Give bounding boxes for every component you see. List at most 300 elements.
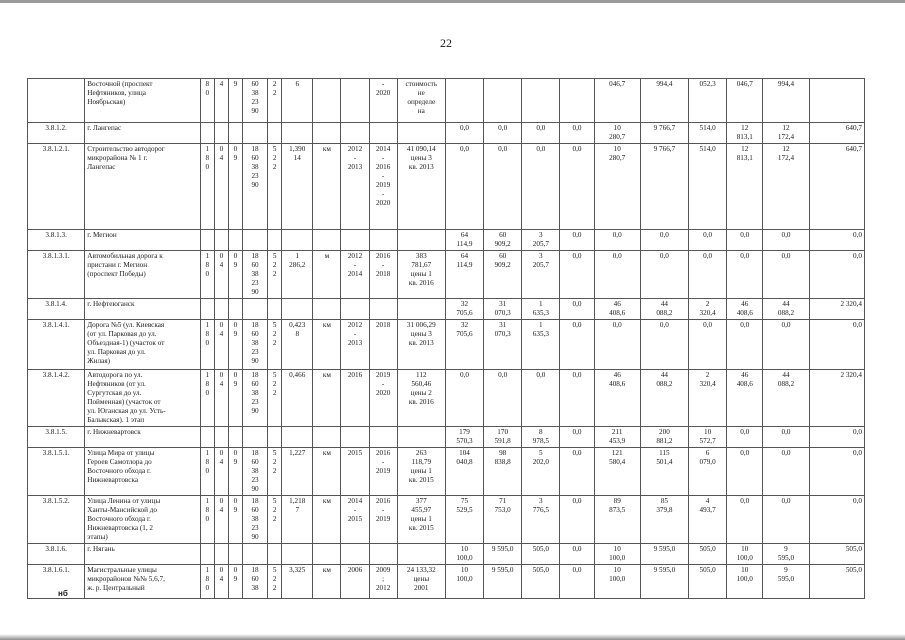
- table-cell: [228, 230, 242, 251]
- table-row: [28, 427, 865, 448]
- table-cell: 44 088,2: [763, 299, 809, 320]
- table-cell: [200, 299, 214, 320]
- table-cell: 0,0: [727, 251, 763, 299]
- table-cell: 0,0: [763, 251, 809, 299]
- table-cell: [397, 544, 445, 565]
- table-cell: 0,0: [560, 230, 594, 251]
- table-cell: [397, 299, 445, 320]
- table-cell: 3.8.1.6.: [28, 544, 85, 565]
- table-cell: [341, 299, 369, 320]
- table-cell: 10 280,7: [594, 144, 640, 230]
- table-cell: [313, 427, 341, 448]
- table-cell: [809, 79, 864, 123]
- table-cell: 0,0: [522, 370, 560, 427]
- table-cell: [243, 299, 268, 320]
- table-cell: м: [313, 251, 341, 299]
- table-cell: 9 766,7: [640, 123, 688, 144]
- table-cell: [369, 427, 397, 448]
- table-cell: 2016 - 2019: [369, 496, 397, 544]
- table-cell: 0 4: [214, 448, 228, 496]
- table-cell: 514,0: [689, 123, 727, 144]
- table-cell: 0,0: [560, 123, 594, 144]
- table-cell: 0,0: [763, 448, 809, 496]
- table-cell: 0,0: [560, 565, 594, 599]
- table-cell: 6: [282, 79, 313, 123]
- table-cell: 0,0: [689, 320, 727, 370]
- table-cell: [200, 123, 214, 144]
- table-cell: 31 006,29 цены 3 кв. 2013: [397, 320, 445, 370]
- table-cell: 1,218 7: [282, 496, 313, 544]
- table-cell: [369, 123, 397, 144]
- table-cell: [313, 544, 341, 565]
- table-cell: [268, 544, 282, 565]
- table-cell: 0,0: [809, 320, 864, 370]
- table-cell: 0 4: [214, 370, 228, 427]
- table-cell: 0,0: [522, 144, 560, 230]
- table-cell: 10 572,7: [689, 427, 727, 448]
- table-cell: [560, 79, 594, 123]
- table-cell: 1 8 0: [200, 144, 214, 230]
- table-cell: [369, 544, 397, 565]
- table-cell: 0,0: [445, 144, 483, 230]
- table-cell: 98 838,8: [484, 448, 522, 496]
- table-cell: 10 100,0: [594, 565, 640, 599]
- table-cell: 10 100,0: [727, 544, 763, 565]
- table-cell: [243, 427, 268, 448]
- table-cell: 5 2 2: [268, 448, 282, 496]
- table-cell: [313, 123, 341, 144]
- table-cell: 0 4: [214, 251, 228, 299]
- table-cell: 0,0: [560, 370, 594, 427]
- table-cell: [282, 230, 313, 251]
- table-cell: 85 379,8: [640, 496, 688, 544]
- table-cell: [200, 230, 214, 251]
- table-cell: 112 560,46 цены 2 кв. 2016: [397, 370, 445, 427]
- table-cell: 0,0: [484, 370, 522, 427]
- table-cell: 0,0: [689, 230, 727, 251]
- table-cell: км: [313, 565, 341, 599]
- table-cell: 0,0: [809, 251, 864, 299]
- table-cell: [243, 544, 268, 565]
- table-cell: 263 118,79 цены 1 кв. 2015: [397, 448, 445, 496]
- table-cell: 2014 - 2016 - 2019 - 2020: [369, 144, 397, 230]
- table-cell: 31 070,3: [484, 320, 522, 370]
- table-cell: 0,0: [809, 448, 864, 496]
- table-cell: 0 9: [228, 370, 242, 427]
- table-cell: 10 100,0: [445, 565, 483, 599]
- table-cell: 2012 - 2013: [341, 144, 369, 230]
- table-cell: 9: [228, 79, 242, 123]
- table-row: [28, 299, 865, 320]
- table-cell: 1,390 14: [282, 144, 313, 230]
- table-cell: 2019 - 2020: [369, 370, 397, 427]
- table-cell: Автомобильная дорога к пристани г. Мегион (проспект Победы): [85, 251, 201, 299]
- table-cell: [341, 123, 369, 144]
- table-cell: - 2020: [369, 79, 397, 123]
- table-cell: 3.8.1.4.2.: [28, 370, 85, 427]
- table-cell: 2014 - 2015: [341, 496, 369, 544]
- table-cell: [228, 123, 242, 144]
- table-cell: [214, 427, 228, 448]
- table-cell: 60 909,2: [484, 230, 522, 251]
- investment-table: [27, 78, 865, 599]
- table-row: [28, 79, 865, 123]
- table-cell: [282, 299, 313, 320]
- table-cell: 0 9: [228, 320, 242, 370]
- table-cell: [28, 79, 85, 123]
- table-cell: 0 9: [228, 144, 242, 230]
- table-cell: 5 2 2: [268, 496, 282, 544]
- table-cell: 3.8.1.2.: [28, 123, 85, 144]
- table-row: [28, 544, 865, 565]
- table-cell: 383 781,67 цены 1 кв. 2016: [397, 251, 445, 299]
- table-cell: 0 9: [228, 565, 242, 599]
- table-cell: 4: [214, 79, 228, 123]
- table-cell: 8 0: [200, 79, 214, 123]
- table-cell: [341, 230, 369, 251]
- table-cell: 0,0: [640, 230, 688, 251]
- table-cell: Магистральные улицы микрорайонов №№ 5,6,7, ж. р. Центральный: [85, 565, 201, 599]
- table-cell: 46 408,6: [727, 370, 763, 427]
- table-cell: 994,4: [763, 79, 809, 123]
- table-cell: км: [313, 320, 341, 370]
- table-cell: 44 088,2: [640, 299, 688, 320]
- table-cell: 3.8.1.6.1.: [28, 565, 85, 599]
- table-cell: 0,0: [484, 144, 522, 230]
- table-cell: [397, 427, 445, 448]
- table-cell: 0,0: [560, 544, 594, 565]
- table-cell: 0,0: [560, 427, 594, 448]
- table-cell: 1 635,3: [522, 320, 560, 370]
- table-cell: 9 595,0: [640, 565, 688, 599]
- table-cell: 1 286,2: [282, 251, 313, 299]
- table-cell: км: [313, 370, 341, 427]
- table-cell: 0 4: [214, 320, 228, 370]
- table-cell: Автодорога по ул. Нефтяников (от ул. Сургутская до ул. Пойменная) (участок от ул. Юганская до ул. Усть- Балыкская). 1 этап: [85, 370, 201, 427]
- table-cell: г. Мегион: [85, 230, 201, 251]
- table-cell: 2006: [341, 565, 369, 599]
- table-cell: Дорога №5 (ул. Киевская (от ул. Парковая до ул. Объездная-1) (участок от ул. Парковая до ул. Жилая): [85, 320, 201, 370]
- table-cell: 18 60 38 23 90: [243, 448, 268, 496]
- table-cell: 5 2 2: [268, 251, 282, 299]
- table-cell: 0,0: [594, 320, 640, 370]
- table-cell: 0,0: [727, 496, 763, 544]
- table-cell: 18 60 38 23 90: [243, 320, 268, 370]
- table-cell: км: [313, 496, 341, 544]
- table-cell: 104 040,8: [445, 448, 483, 496]
- table-cell: 505,0: [689, 565, 727, 599]
- table-cell: 32 705,6: [445, 320, 483, 370]
- table-cell: 514,0: [689, 144, 727, 230]
- table-cell: 10 100,0: [594, 544, 640, 565]
- table-cell: 9 595,0: [763, 565, 809, 599]
- table-cell: 44 088,2: [763, 370, 809, 427]
- table-cell: 0,0: [727, 427, 763, 448]
- table-cell: км: [313, 144, 341, 230]
- table-cell: [268, 123, 282, 144]
- table-cell: 4 493,7: [689, 496, 727, 544]
- table-cell: 505,0: [689, 544, 727, 565]
- table-cell: 046,7: [594, 79, 640, 123]
- table-cell: 46 408,6: [594, 299, 640, 320]
- table-row: [28, 448, 865, 496]
- table-cell: 046,7: [727, 79, 763, 123]
- table-cell: 64 114,9: [445, 251, 483, 299]
- table-cell: 505,0: [522, 565, 560, 599]
- table-cell: 200 881,2: [640, 427, 688, 448]
- table-cell: 0,0: [727, 448, 763, 496]
- table-cell: 9 595,0: [484, 544, 522, 565]
- table-cell: 115 501,4: [640, 448, 688, 496]
- table-row: [28, 230, 865, 251]
- table-cell: 3 776,5: [522, 496, 560, 544]
- table-cell: [369, 299, 397, 320]
- table-cell: 505,0: [522, 544, 560, 565]
- table-cell: 505,0: [809, 565, 864, 599]
- table-cell: 179 570,3: [445, 427, 483, 448]
- table-cell: 0,0: [809, 230, 864, 251]
- table-cell: [445, 79, 483, 123]
- table-cell: [313, 299, 341, 320]
- table-cell: 0 4: [214, 565, 228, 599]
- table-cell: Восточной (проспект Нефтяников, улица Ноябрьская): [85, 79, 201, 123]
- table-cell: 1 8 0: [200, 320, 214, 370]
- table-cell: 0,0: [689, 251, 727, 299]
- table-cell: 1 8 0: [200, 448, 214, 496]
- table-cell: 12 172,4: [763, 144, 809, 230]
- table-body: [28, 79, 865, 599]
- table-cell: [341, 427, 369, 448]
- table-cell: 0,0: [727, 320, 763, 370]
- table-cell: 1 635,3: [522, 299, 560, 320]
- table-cell: 60 38 23 90: [243, 79, 268, 123]
- table-cell: [268, 230, 282, 251]
- table-cell: [228, 427, 242, 448]
- table-cell: г. Нягань: [85, 544, 201, 565]
- table-cell: 2012 - 2013: [341, 320, 369, 370]
- table-cell: 994,4: [640, 79, 688, 123]
- table-cell: 3.8.1.5.1.: [28, 448, 85, 496]
- table-cell: 5 2 2: [268, 144, 282, 230]
- table-cell: 2018: [369, 320, 397, 370]
- table-cell: [397, 123, 445, 144]
- table-cell: 377 455,97 цены 1 кв. 2015: [397, 496, 445, 544]
- table-cell: 170 591,8: [484, 427, 522, 448]
- table-cell: 2016 - 2019: [369, 448, 397, 496]
- table-cell: 31 070,3: [484, 299, 522, 320]
- table-cell: 0,0: [763, 427, 809, 448]
- table-cell: 211 453,9: [594, 427, 640, 448]
- table-cell: [243, 230, 268, 251]
- table-cell: 75 529,5: [445, 496, 483, 544]
- table-cell: 3.8.1.2.1.: [28, 144, 85, 230]
- table-cell: 3.8.1.3.1.: [28, 251, 85, 299]
- table-cell: 2015: [341, 448, 369, 496]
- table-cell: г. Нижневартовск: [85, 427, 201, 448]
- table-cell: [341, 79, 369, 123]
- table-cell: 2016: [341, 370, 369, 427]
- table-cell: 052,3: [689, 79, 727, 123]
- table-cell: 12 813,1: [727, 144, 763, 230]
- table-cell: [214, 544, 228, 565]
- table-cell: 121 580,4: [594, 448, 640, 496]
- table-cell: 3.8.1.5.: [28, 427, 85, 448]
- scan-bottom-edge: [0, 634, 905, 640]
- table-cell: [243, 123, 268, 144]
- table-cell: г. Лангепас: [85, 123, 201, 144]
- table-cell: 32 705,6: [445, 299, 483, 320]
- table-cell: [282, 427, 313, 448]
- table-cell: 0 9: [228, 251, 242, 299]
- table-cell: 9 595,0: [763, 544, 809, 565]
- table-cell: [282, 123, 313, 144]
- table-cell: 1,227: [282, 448, 313, 496]
- table-cell: 505,0: [809, 544, 864, 565]
- page-number: 22: [440, 36, 452, 50]
- table-cell: 0,0: [594, 251, 640, 299]
- table-cell: [397, 230, 445, 251]
- table-cell: 9 595,0: [484, 565, 522, 599]
- table-cell: 0 9: [228, 496, 242, 544]
- table-row: [28, 144, 865, 230]
- table-cell: 0,0: [522, 123, 560, 144]
- table-cell: 3.8.1.3.: [28, 230, 85, 251]
- table-cell: [200, 544, 214, 565]
- table-cell: 0 4: [214, 496, 228, 544]
- table-cell: 44 088,2: [640, 370, 688, 427]
- table-cell: 2016 - 2018: [369, 251, 397, 299]
- table-cell: 0,0: [727, 230, 763, 251]
- table-cell: 5 2 2: [268, 320, 282, 370]
- table-cell: [484, 79, 522, 123]
- table-cell: 2 320,4: [689, 370, 727, 427]
- table-cell: [369, 230, 397, 251]
- table-cell: [313, 79, 341, 123]
- table-cell: [214, 123, 228, 144]
- table-cell: 9 595,0: [640, 544, 688, 565]
- table-cell: 0,0: [560, 144, 594, 230]
- table-cell: 24 133,32 цены 2001: [397, 565, 445, 599]
- table-cell: г. Нефтеюганск: [85, 299, 201, 320]
- table-cell: 0,0: [445, 123, 483, 144]
- table-row: [28, 370, 865, 427]
- table-row: [28, 251, 865, 299]
- table-cell: 10 280,7: [594, 123, 640, 144]
- table-cell: 1 8 0: [200, 565, 214, 599]
- table-cell: 1 8 0: [200, 496, 214, 544]
- table-cell: 5 2 2: [268, 565, 282, 599]
- table-cell: 0,0: [560, 320, 594, 370]
- table-cell: [200, 427, 214, 448]
- table-cell: 10 100,0: [445, 544, 483, 565]
- table-cell: 18 60 38 23 90: [243, 251, 268, 299]
- table-cell: 0,0: [445, 370, 483, 427]
- table-cell: 0,0: [560, 448, 594, 496]
- table-cell: [214, 230, 228, 251]
- table-cell: 5 202,0: [522, 448, 560, 496]
- table-cell: 12 813,1: [727, 123, 763, 144]
- table-cell: 0,0: [763, 320, 809, 370]
- table-cell: 5 2 2: [268, 370, 282, 427]
- table-cell: 0,466: [282, 370, 313, 427]
- table-cell: 3.8.1.4.1.: [28, 320, 85, 370]
- table-cell: 64 114,9: [445, 230, 483, 251]
- table-cell: 9 766,7: [640, 144, 688, 230]
- table-cell: 1 8 0: [200, 370, 214, 427]
- table-cell: [268, 299, 282, 320]
- table-cell: 0 9: [228, 448, 242, 496]
- footer-mark: нб: [58, 589, 68, 598]
- table-cell: 0,0: [560, 299, 594, 320]
- table-cell: 3 205,7: [522, 251, 560, 299]
- table-cell: 0,0: [560, 251, 594, 299]
- table-cell: км: [313, 448, 341, 496]
- table-cell: стоимость не определе на: [397, 79, 445, 123]
- table-cell: 0 4: [214, 144, 228, 230]
- table-row: [28, 123, 865, 144]
- table-cell: 0,0: [809, 496, 864, 544]
- table-cell: 89 873,5: [594, 496, 640, 544]
- table-cell: [282, 544, 313, 565]
- table-cell: 8 978,5: [522, 427, 560, 448]
- table-cell: 2012 - 2014: [341, 251, 369, 299]
- table-cell: 640,7: [809, 123, 864, 144]
- table-cell: 0,0: [763, 496, 809, 544]
- table-cell: 41 090,14 цены 3 кв. 2013: [397, 144, 445, 230]
- table-cell: 18 60 38 23 90: [243, 370, 268, 427]
- table-cell: 3.8.1.5.2.: [28, 496, 85, 544]
- table-cell: 0,0: [640, 320, 688, 370]
- table-cell: 3 205,7: [522, 230, 560, 251]
- table-cell: 0,423 8: [282, 320, 313, 370]
- table-cell: 2 320,4: [809, 299, 864, 320]
- table-cell: 2009 ; 2012: [369, 565, 397, 599]
- table-cell: 0,0: [809, 427, 864, 448]
- scan-top-edge: [0, 0, 905, 3]
- table-cell: 10 100,0: [727, 565, 763, 599]
- table-cell: [228, 544, 242, 565]
- table-cell: 0,0: [484, 123, 522, 144]
- table-cell: 12 172,4: [763, 123, 809, 144]
- table-cell: [313, 230, 341, 251]
- table-cell: 2 2: [268, 79, 282, 123]
- table-cell: [268, 427, 282, 448]
- table-cell: 0,0: [594, 230, 640, 251]
- table-cell: 0,0: [560, 496, 594, 544]
- table-cell: 2 320,4: [809, 370, 864, 427]
- table-cell: 0,0: [640, 251, 688, 299]
- table-cell: [214, 299, 228, 320]
- table-row: [28, 565, 865, 599]
- table-cell: 46 408,6: [594, 370, 640, 427]
- table-cell: 60 909,2: [484, 251, 522, 299]
- table-cell: 0,0: [763, 230, 809, 251]
- table-cell: Улица Мира от улицы Героев Самотлора до Восточного обхода г. Нижневартовска: [85, 448, 201, 496]
- table-cell: [341, 544, 369, 565]
- table-cell: 46 408,6: [727, 299, 763, 320]
- table-cell: 71 753,0: [484, 496, 522, 544]
- table-row: [28, 320, 865, 370]
- table-row: [28, 496, 865, 544]
- table-cell: 3,325: [282, 565, 313, 599]
- table-cell: [522, 79, 560, 123]
- table-cell: 6 079,0: [689, 448, 727, 496]
- table-cell: 18 60 38 23 90: [243, 496, 268, 544]
- table-cell: 1 8 0: [200, 251, 214, 299]
- table-cell: Строительство автодорог микрорайона № 1 г. Лангепас: [85, 144, 201, 230]
- table-cell: 2 320,4: [689, 299, 727, 320]
- table-cell: [228, 299, 242, 320]
